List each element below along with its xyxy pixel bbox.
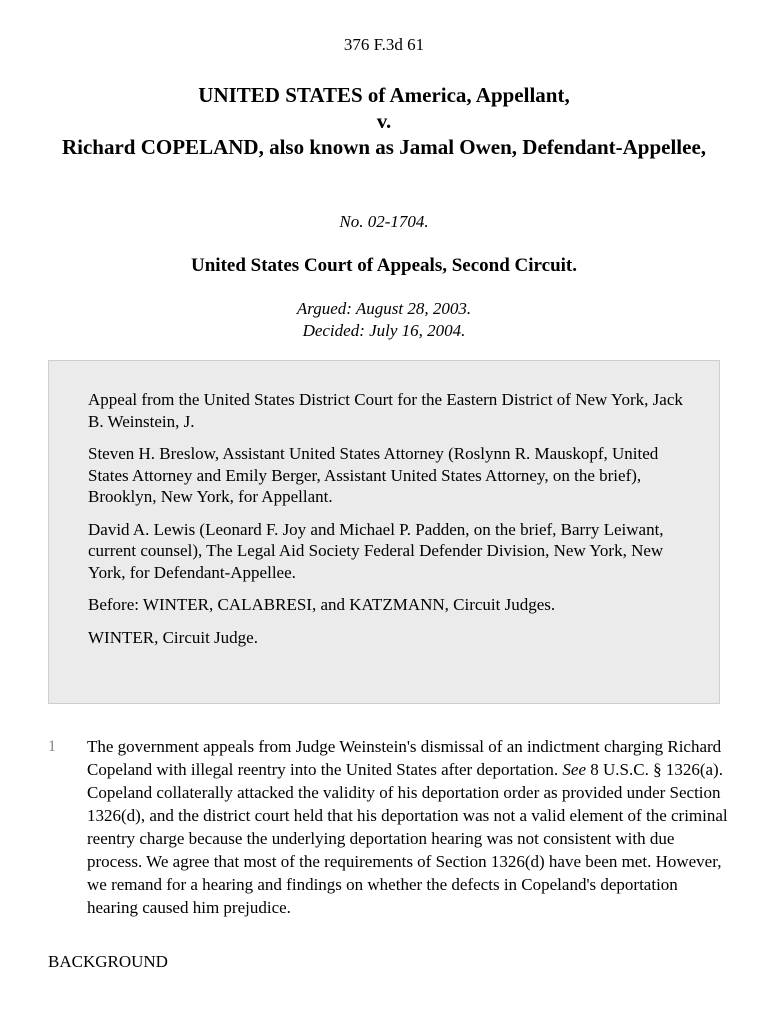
docket-number: No. 02-1704. (339, 212, 429, 231)
case-caption (30, 82, 738, 160)
case-citation: 376 F.3d 61 (343, 35, 425, 54)
paragraph-text (87, 735, 728, 919)
counsel-appellant: Steven H. Breslow, Assistant United States Attorney (Roslynn R. Mauskopf, United States Attorney and Emily Berger, Assistant United States Attorney, on the brief), Brooklyn, New York, for Appellant. (88, 444, 659, 506)
appeal-statement: Appeal from the United States District Court for the Eastern District of New York, Jack B. Weinstein, J. (88, 390, 683, 431)
paragraph-number: 1 (48, 738, 56, 755)
paragraph-text-part1: The government appeals from Judge Weinstein's dismissal of an indictment charging Richard Copeland with illegal reentry into the United States after deportation. (87, 737, 722, 779)
caption-appellant: UNITED STATES of America, Appellant, (198, 83, 570, 107)
section-heading: BACKGROUND (48, 952, 168, 971)
decided-date: Decided: July 16, 2004. (302, 321, 466, 340)
caption-versus: v. (376, 109, 392, 133)
counsel-appellee: David A. Lewis (Leonard F. Joy and Michael P. Padden, on the brief, Barry Leiwant, current counsel), The Legal Aid Society Federal Defender Division, New York, New York, for Defendant-Appellee. (88, 519, 664, 582)
opinion-paragraph (48, 735, 728, 919)
citation-signal: See (562, 760, 586, 779)
panel-judges: Before: WINTER, CALABRESI, and KATZMANN, Circuit Judges. (88, 595, 556, 614)
caption-appellee: Richard COPELAND, also known as Jamal Owen, Defendant-Appellee, (61, 135, 707, 159)
case-dates (0, 298, 768, 342)
argued-date: Argued: August 28, 2003. (296, 299, 472, 318)
opinion-author: WINTER, Circuit Judge. (88, 627, 258, 647)
court-name: United States Court of Appeals, Second Circuit. (191, 255, 577, 276)
syllabus-box (48, 360, 720, 704)
paragraph-text-part2: 8 U.S.C. § 1326(a). Copeland collaterally attacked the validity of his deportation order as provided under Section 1326(d), and the district court held that his deportation was not a valid element of the criminal reentry charge because the underlying deportation hearing was not consistent with due process. We agree that most of the requirements of Section 1326(d) have been met. However, we remand for a hearing and findings on whether the defects in Copeland's deportation hearing caused him prejudice. (87, 760, 728, 917)
